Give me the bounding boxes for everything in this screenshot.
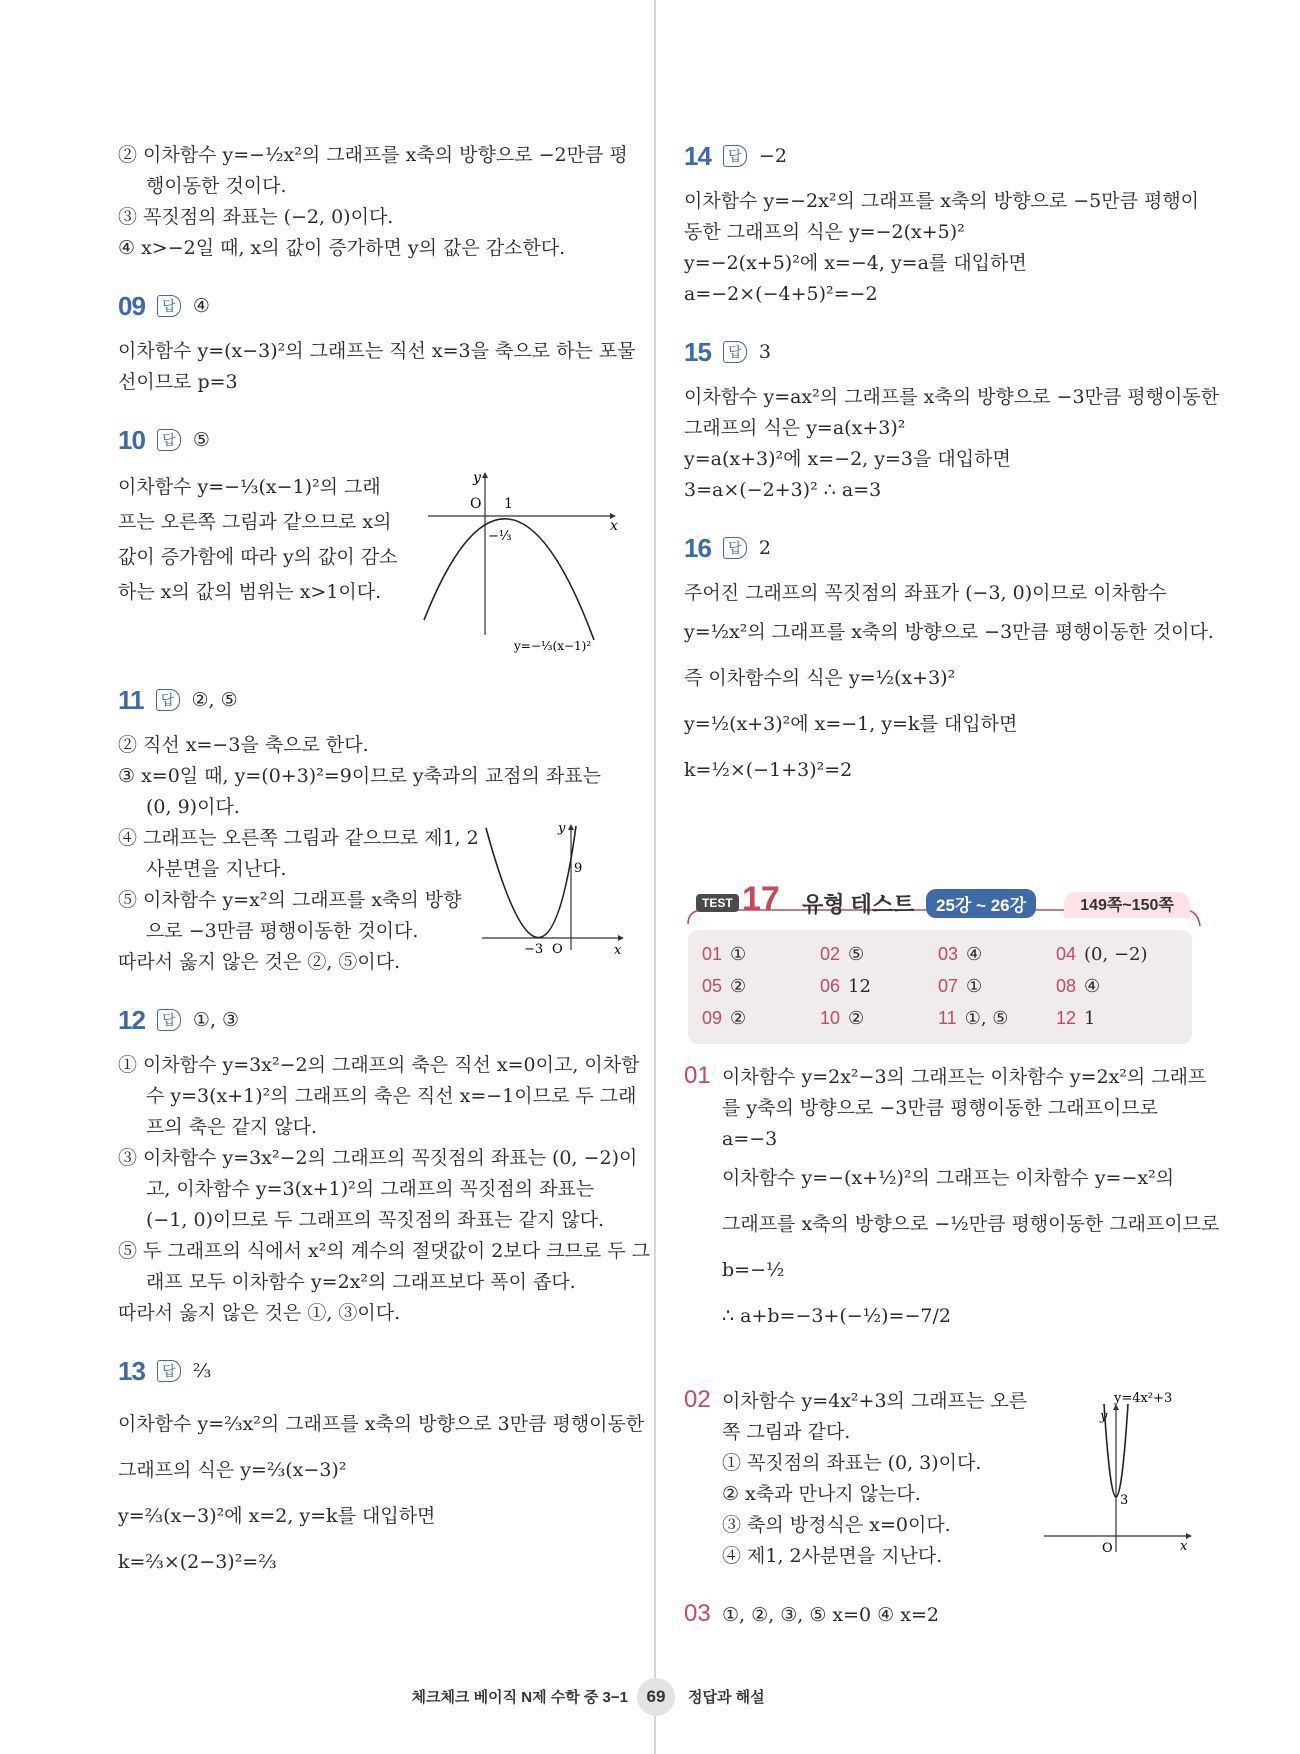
answer-mark: 답: [157, 1360, 181, 1382]
text-line: 그래프의 식은 y=⅔(x−3)²: [118, 1459, 347, 1481]
answer-value: ⑤: [192, 429, 210, 451]
text-line: b=−½: [722, 1259, 785, 1281]
q10-body: [118, 470, 628, 658]
answer-cell: 12 1: [1056, 1008, 1096, 1029]
graph-equation: y=4x²+3: [1114, 1391, 1173, 1406]
question-number: 14: [684, 140, 711, 171]
x-axis-label: x: [610, 518, 618, 534]
question-number: 09: [118, 290, 145, 321]
answer-cell: 06 12: [820, 976, 871, 997]
text-line: ① 꼭짓점의 좌표는 (0, 3)이다.: [722, 1452, 982, 1474]
q14-header: [684, 138, 1196, 174]
text-line: 프의 축은 같지 않다.: [146, 1116, 317, 1138]
text-line: ①, ②, ③, ⑤ x=0 ④ x=2: [722, 1604, 939, 1626]
question-number: 11: [118, 684, 144, 715]
answer-mark: 답: [723, 537, 747, 559]
text-line: 이차함수 y=ax²의 그래프를 x축의 방향으로 −3만큼 평행이동한: [684, 386, 1220, 408]
q10-header: [118, 422, 628, 458]
tick-label: −⅓: [488, 529, 512, 544]
section-title: 정답과 해설: [688, 1689, 765, 1706]
test-q03: [684, 1600, 1196, 1631]
text-line: ③ 축의 방정식은 x=0이다.: [722, 1514, 951, 1536]
text-line: 즉 이차함수의 식은 y=½(x+3)²: [684, 667, 956, 689]
text-line: ∴ a+b=−3+(−½)=−7/2: [722, 1305, 951, 1327]
answer-value: −2: [758, 145, 787, 167]
text-line: 이차함수 y=−(x+½)²의 그래프는 이차함수 y=−x²의: [722, 1167, 1175, 1189]
answer-mark: 답: [723, 145, 747, 167]
text-line: ② x축과 만나지 않는다.: [722, 1483, 921, 1505]
text-line: 프는 오른쪽 그림과 같으므로 x의: [118, 511, 392, 533]
page-number: 69: [637, 1678, 675, 1716]
page-divider: [654, 0, 656, 1754]
test-title: 유형 테스트: [802, 892, 915, 917]
answer-cell: 10 ②: [820, 1008, 865, 1029]
q15-header: [684, 334, 1196, 370]
text-line: 으로 −3만큼 평행이동한 것이다.: [146, 920, 419, 942]
answer-mark: 답: [157, 429, 181, 451]
text-line: ⑤ 두 그래프의 식에서 x²의 계수의 절댓값이 2보다 크므로 두 그: [118, 1240, 650, 1262]
text-line: a=−3: [722, 1128, 778, 1150]
page-range: 149쪽~150쪽: [1064, 892, 1190, 918]
text-line: 따라서 옳지 않은 것은 ②, ⑤이다.: [118, 951, 401, 973]
y-axis-label: y: [1100, 1409, 1108, 1424]
text-line: 이차함수 y=−2x²의 그래프를 x축의 방향으로 −5만큼 평행이: [684, 190, 1200, 212]
origin-label: O: [1102, 1541, 1113, 1556]
answer-mark: 답: [723, 341, 747, 363]
text-line: 이차함수 y=2x²−3의 그래프는 이차함수 y=2x²의 그래프: [722, 1066, 1207, 1088]
text-line: (−1, 0)이므로 두 그래프의 꼭짓점의 좌표는 같지 않다.: [146, 1209, 605, 1231]
right-column: [684, 120, 1220, 793]
text-line: ④ 제1, 2사분면을 지난다.: [722, 1545, 943, 1567]
text-line: 이차함수 y=4x²+3의 그래프는 오른: [722, 1390, 1028, 1412]
answer-value: ①, ③: [192, 1009, 240, 1031]
question-number: 02: [684, 1386, 711, 1413]
text-line: ② 이차함수 y=−½x²의 그래프를 x축의 방향으로 −2만큼 평: [118, 144, 628, 166]
text-line: ⑤ 이차함수 y=x²의 그래프를 x축의 방향: [118, 889, 462, 911]
text-line: a=−2×(−4+5)²=−2: [684, 283, 878, 305]
answer-cell: 08 ④: [1056, 976, 1101, 997]
text-line: 사분면을 지난다.: [146, 858, 287, 880]
question-number: 12: [118, 1004, 145, 1035]
answer-cell: 05 ②: [702, 976, 747, 997]
graph-equation: y=−⅓(x−1)²: [514, 639, 592, 653]
text-line: 주어진 그래프의 꼭짓점의 좌표가 (−3, 0)이므로 이차함수: [684, 582, 1167, 604]
answer-grid: [688, 930, 1192, 1044]
page-footer: [0, 1678, 1300, 1718]
text-line: ④ x>−2일 때, x의 값이 증가하면 y의 값은 감소한다.: [118, 237, 566, 259]
text-line: 고, 이차함수 y=3(x+1)²의 그래프의 꼭짓점의 좌표는: [146, 1178, 595, 1200]
q09-header: [118, 288, 628, 324]
answer-mark: 답: [157, 295, 181, 317]
q10-parabola-graph: [418, 470, 628, 655]
tick-label: 3: [1120, 1493, 1129, 1508]
t02-parabola-graph: [1040, 1386, 1196, 1556]
question-number: 10: [118, 424, 145, 455]
test-q02: [684, 1386, 1196, 1572]
text-line: 이차함수 y=(x−3)²의 그래프는 직선 x=3을 축으로 하는 포물: [118, 340, 636, 362]
x-axis-label: x: [614, 943, 622, 958]
text-line: y=a(x+3)²에 x=−2, y=3을 대입하면: [684, 448, 1011, 470]
text-line: y=½x²의 그래프를 x축의 방향으로 −3만큼 평행이동한 것이다.: [684, 621, 1214, 643]
answer-cell: 01 ①: [702, 944, 747, 965]
text-line: 이차함수 y=⅔x²의 그래프를 x축의 방향으로 3만큼 평행이동한: [118, 1413, 645, 1435]
text-line: ② 직선 x=−3을 축으로 한다.: [118, 734, 369, 756]
text-line: (0, 9)이다.: [146, 796, 240, 818]
text-line: ① 이차함수 y=3x²−2의 그래프의 축은 직선 x=0이고, 이차함: [118, 1054, 640, 1076]
question-number: 03: [684, 1600, 711, 1627]
tick-label: −3: [524, 942, 544, 957]
text-line: k=⅔×(2−3)²=⅔: [118, 1551, 277, 1573]
q08-continued: [118, 140, 628, 264]
answer-value: ②, ⑤: [191, 689, 238, 711]
answer-mark: 답: [156, 689, 180, 711]
text-line: 동한 그래프의 식은 y=−2(x+5)²: [684, 221, 965, 243]
answer-cell: 07 ①: [938, 976, 983, 997]
answer-value: ⅔: [192, 1360, 212, 1382]
text-line: 값이 증가함에 따라 y의 값이 감소: [118, 546, 398, 568]
answer-value: 2: [758, 537, 772, 559]
answer-cell: 03 ④: [938, 944, 983, 965]
answer-value: ④: [192, 295, 210, 317]
answer-value: 3: [758, 341, 772, 363]
question-number: 16: [684, 532, 711, 563]
text-line: 따라서 옳지 않은 것은 ①, ③이다.: [118, 1302, 401, 1324]
x-axis-label: x: [1180, 1539, 1188, 1554]
text-line: 하는 x의 값의 범위는 x>1이다.: [118, 581, 382, 603]
test-tag: TEST: [696, 894, 739, 912]
test-q01: [684, 1062, 1220, 1339]
text-line: ④ 그래프는 오른쪽 그림과 같으므로 제1, 2: [118, 827, 479, 849]
lesson-range-badge: 25강 ~ 26강: [926, 889, 1036, 918]
test-number: 17: [742, 880, 780, 918]
text-line: 그래프를 x축의 방향으로 −½만큼 평행이동한 그래프이므로: [722, 1213, 1220, 1235]
origin-label: O: [552, 942, 563, 957]
q13-header: [118, 1353, 628, 1389]
q11-body: [118, 730, 628, 978]
question-number: 01: [684, 1062, 711, 1089]
q11-header: [118, 682, 628, 718]
text-line: k=½×(−1+3)²=2: [684, 759, 853, 781]
text-line: ③ 이차함수 y=3x²−2의 그래프의 꼭짓점의 좌표는 (0, −2)이: [118, 1147, 638, 1169]
answer-mark: 답: [157, 1009, 181, 1031]
q12-header: [118, 1002, 628, 1038]
text-line: 3=a×(−2+3)² ∴ a=3: [684, 479, 882, 501]
text-line: ③ x=0일 때, y=(0+3)²=9이므로 y축과의 교점의 좌표는: [118, 765, 601, 787]
text-line: y=½(x+3)²에 x=−1, y=k를 대입하면: [684, 713, 1018, 735]
text-line: 쪽 그림과 같다.: [722, 1421, 851, 1443]
question-number: 13: [118, 1355, 145, 1386]
text-line: y=⅔(x−3)²에 x=2, y=k를 대입하면: [118, 1505, 436, 1527]
book-title: 체크체크 베이직 N제 수학 중 3−1: [411, 1689, 628, 1706]
left-column: [118, 140, 650, 1585]
answer-cell: 11 ①, ⑤: [938, 1008, 1009, 1029]
y-axis-label: y: [558, 821, 566, 836]
text-line: 그래프의 식은 y=a(x+3)²: [684, 417, 906, 439]
y-axis-label: y: [473, 470, 481, 486]
q11-parabola-graph: [478, 820, 628, 960]
text-line: 수 y=3(x+1)²의 그래프의 축은 직선 x=−1이므로 두 그래: [146, 1085, 637, 1107]
text-line: 선이므로 p=3: [118, 371, 238, 393]
tick-label: 9: [574, 861, 583, 876]
question-number: 15: [684, 336, 711, 367]
answer-cell: 02 ⑤: [820, 944, 865, 965]
text-line: 를 y축의 방향으로 −3만큼 평행이동한 그래프이므로: [722, 1097, 1159, 1119]
answer-cell: 04 (0, −2): [1056, 944, 1148, 965]
origin-label: O: [470, 496, 482, 512]
q16-header: [684, 530, 1196, 566]
tick-label: 1: [504, 496, 513, 512]
text-line: 이차함수 y=−⅓(x−1)²의 그래: [118, 476, 381, 498]
text-line: ③ 꼭짓점의 좌표는 (−2, 0)이다.: [118, 206, 394, 228]
text-line: 행이동한 것이다.: [146, 175, 287, 197]
answer-cell: 09 ②: [702, 1008, 747, 1029]
text-line: y=−2(x+5)²에 x=−4, y=a를 대입하면: [684, 252, 1027, 274]
test-banner: [684, 880, 1204, 928]
text-line: 래프 모두 이차함수 y=2x²의 그래프보다 폭이 좁다.: [146, 1271, 576, 1293]
